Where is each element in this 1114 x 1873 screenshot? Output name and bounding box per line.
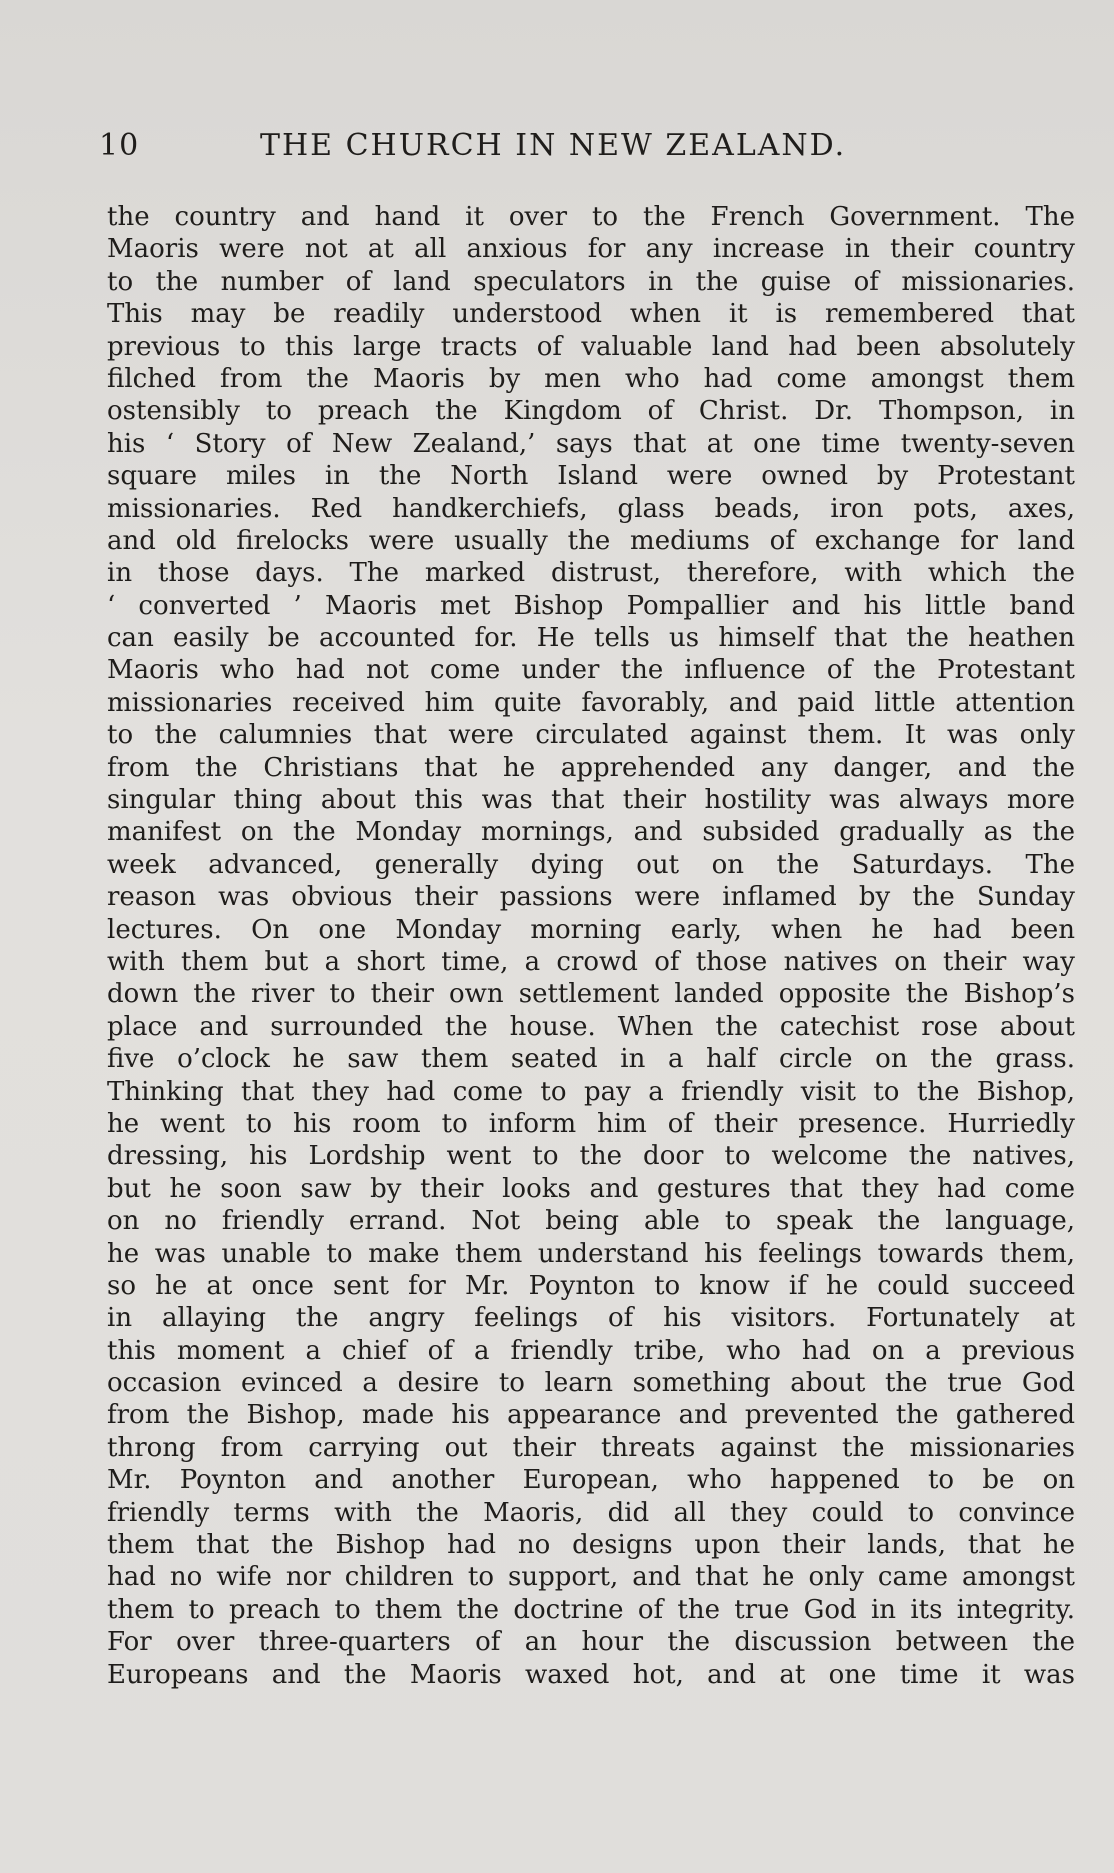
text-line: lectures. On one Monday morning early, when he had been — [107, 914, 1075, 945]
text-line: dressing, his Lordship went to the door to welcome the natives, — [107, 1141, 1075, 1172]
text-line: place and surrounded the house. When the catechist rose about — [107, 1011, 1075, 1042]
text-line: missionaries received him quite favorably, and paid little attention — [107, 687, 1075, 718]
text-line: on no friendly errand. Not being able to speak the language, — [107, 1206, 1075, 1237]
text-line: and old firelocks were usually the mediums of exchange for land — [107, 525, 1075, 556]
text-line: to the calumnies that were circulated against them. It was only — [107, 720, 1075, 751]
text-line: manifest on the Monday mornings, and subsided gradually as the — [107, 817, 1075, 848]
text-line: previous to this large tracts of valuable land had been absolutely — [107, 331, 1075, 362]
text-line: in those days. The marked distrust, therefore, with which the — [107, 558, 1075, 589]
text-line: singular thing about this was that their hostility was always more — [107, 785, 1075, 816]
text-line: them to preach to them the doctrine of the true God in its integrity. — [107, 1594, 1075, 1625]
text-line: missionaries. Red handkerchiefs, glass beads, iron pots, axes, — [107, 493, 1075, 524]
text-line: this moment a chief of a friendly tribe, who had on a previous — [107, 1335, 1075, 1366]
text-line: ostensibly to preach the Kingdom of Christ. Dr. Thompson, in — [107, 396, 1075, 427]
text-line: so he at once sent for Mr. Poynton to know if he could succeed — [107, 1270, 1075, 1301]
text-line: filched from the Maoris by men who had come amongst them — [107, 363, 1075, 394]
text-line: throng from carrying out their threats against the missionaries — [107, 1432, 1075, 1463]
text-line: Thinking that they had come to pay a friendly visit to the Bishop, — [107, 1076, 1075, 1107]
running-head — [99, 128, 899, 168]
text-line: ‘ converted ’ Maoris met Bishop Pompallier and his little band — [107, 590, 1075, 621]
text-line: Maoris who had not come under the influence of the Protestant — [107, 655, 1075, 686]
text-line: Maoris were not at all anxious for any increase in their country — [107, 234, 1075, 265]
text-line: he was unable to make them understand his feelings towards them, — [107, 1238, 1075, 1269]
text-line: five o’clock he saw them seated in a half circle on the grass. — [107, 1044, 1075, 1075]
text-line: but he soon saw by their looks and gestures that they had come — [107, 1173, 1075, 1204]
text-line: had no wife nor children to support, and that he only came amongst — [107, 1562, 1075, 1593]
text-line: friendly terms with the Maoris, did all they could to convince — [107, 1497, 1075, 1528]
text-line: can easily be accounted for. He tells us himself that the heathen — [107, 623, 1075, 654]
text-line: from the Bishop, made his appearance and prevented the gathered — [107, 1400, 1075, 1431]
text-line: week advanced, generally dying out on the Saturdays. The — [107, 849, 1075, 880]
text-line: from the Christians that he apprehended any danger, and the — [107, 752, 1075, 783]
text-line: For over three-quarters of an hour the discussion between the — [107, 1627, 1075, 1658]
text-line: he went to his room to inform him of their presence. Hurriedly — [107, 1108, 1075, 1139]
text-line: square miles in the North Island were owned by Protestant — [107, 461, 1075, 492]
text-line: with them but a short time, a crowd of those natives on their way — [107, 946, 1075, 977]
text-line: down the river to their own settlement landed opposite the Bishop’s — [107, 979, 1075, 1010]
text-line: Mr. Poynton and another European, who happened to be on — [107, 1465, 1075, 1496]
text-line: occasion evinced a desire to learn something about the true God — [107, 1368, 1075, 1399]
body-text — [107, 201, 1075, 1691]
text-line: in allaying the angry feelings of his visitors. Fortunately at — [107, 1303, 1075, 1334]
text-line: to the number of land speculators in the guise of missionaries. — [107, 266, 1075, 297]
text-line: them that the Bishop had no designs upon their lands, that he — [107, 1530, 1075, 1561]
text-line: reason was obvious their passions were inflamed by the Sunday — [107, 882, 1075, 913]
text-line: his ‘ Story of New Zealand,’ says that at one time twenty-seven — [107, 428, 1075, 459]
page-number: 10 — [99, 128, 140, 163]
text-line: This may be readily understood when it is remembered that — [107, 299, 1075, 330]
running-title: THE CHURCH IN NEW ZEALAND. — [260, 128, 847, 163]
text-line: the country and hand it over to the French Government. The — [107, 202, 1075, 232]
text-line: Europeans and the Maoris waxed hot, and at one time it was — [107, 1659, 1075, 1690]
